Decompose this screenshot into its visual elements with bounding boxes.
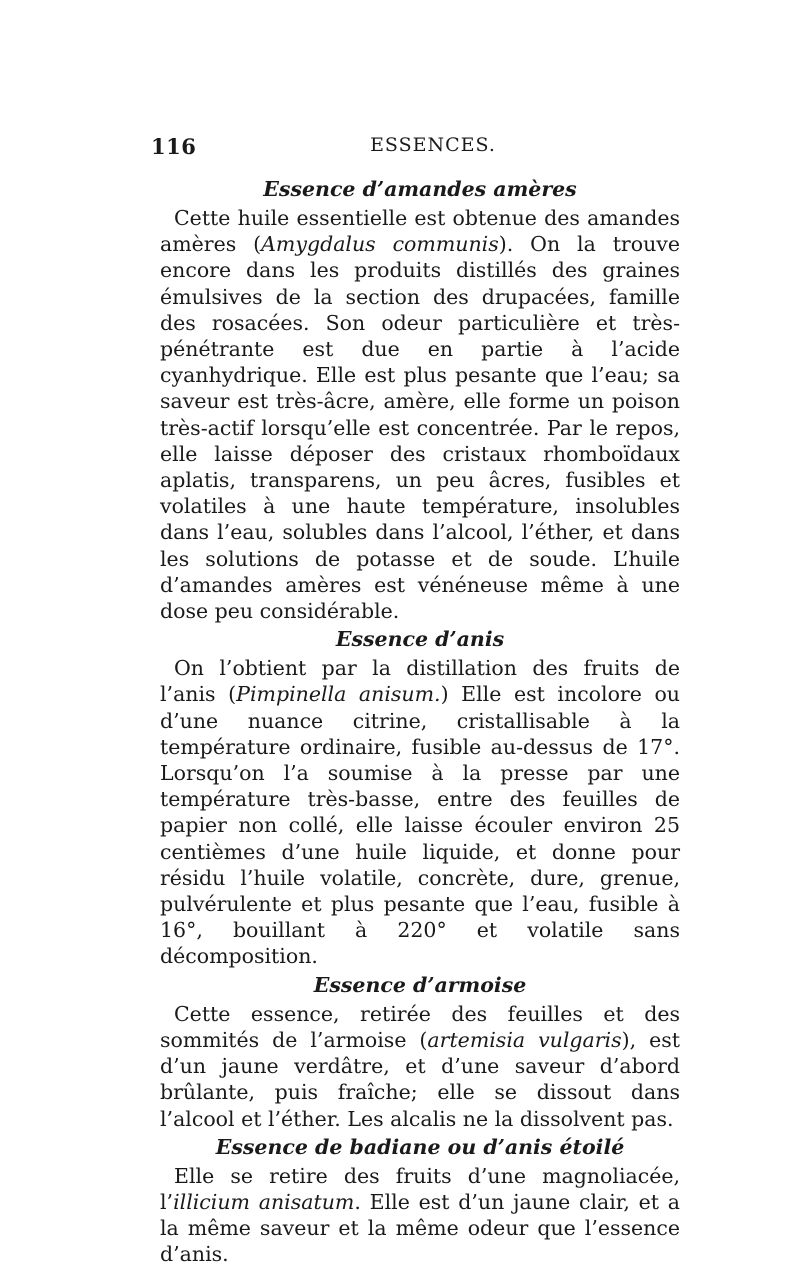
section-title: Essence d’anis — [335, 627, 505, 652]
section-badiane — [160, 1134, 680, 1268]
running-head — [143, 134, 683, 164]
text-run: Cette essence, retirée des feuilles et des sommités de l’armoise ( — [160, 1001, 680, 1052]
text-run: ), est d’un jaune verdâtre, et d’une saveur d’abord brûlante, puis fraîche; elle se dissout dans l’alcool et l’éther. Les alcalis ne la dissolvent pas. — [160, 1027, 681, 1131]
section-paragraph — [160, 1163, 680, 1268]
section-armoise — [160, 972, 680, 1132]
text-run: Elle se retire des fruits d’une magnoliacée, l’ — [160, 1163, 680, 1214]
species-name: illicium anisatum — [173, 1189, 355, 1214]
text-run: ). On la trouve encore dans les produits distillés des graines émulsives de la section des drupacées, famille des rosacées. Son odeur particulière et très-pénétrante est due en partie à l’acide cyanhydrique. Elle est plus pesante que l’eau; sa saveur est très-âcre, amère, elle forme un poison très-actif lorsqu’elle est concentrée. Par le repos, elle laisse déposer des cristaux rhomboïdaux aplatis, transparens, un peu âcres, fusibles et volatiles à une haute température, insolubles dans l’eau, solubles dans l’alcool, l’éther, et dans les solutions de potasse et de soude. L’huile d’amandes amères est vénéneuse même à une dose peu considérable. — [160, 232, 680, 624]
section-paragraph — [160, 205, 680, 624]
section-paragraph — [160, 655, 680, 969]
page-number: 116 — [151, 134, 197, 159]
species-name: Pimpinella anisum. — [236, 682, 441, 707]
section-title: Essence d’amandes amères — [263, 177, 577, 201]
section-title: Essence d’armoise — [313, 972, 527, 997]
section-title: Essence de badiane ou d’anis étoilé — [215, 1134, 625, 1159]
section-amandes — [160, 176, 680, 624]
text-run: . Elle est d’un jaune clair, et a la même saveur et la même odeur que l’essence d’anis. — [160, 1189, 680, 1267]
text-run: On l’obtient par la distillation des fruits de l’anis ( — [160, 656, 680, 707]
species-name: Amygdalus communis — [261, 232, 499, 257]
text-run: Cette huile essentielle est obtenue des amandes amères ( — [160, 206, 680, 257]
section-paragraph — [160, 1001, 680, 1132]
text-run: ) Elle est incolore ou d’une nuance citrine, cristallisable à la température ordinaire, fusible au-dessus de 17°. Lorsqu’on l’a soumise à la presse par une température très-basse, entre des feuilles de papier non collé, elle laisse écouler environ 25 centièmes d’une huile liquide, et donne pour résidu l’huile volatile, concrète, dure, grenue, pulvérulente et plus pesante que l’eau, fusible à 16°, bouillant à 220° et volatile sans décomposition. — [160, 682, 680, 969]
running-title: ESSENCES. — [370, 134, 496, 156]
section-anis — [160, 626, 680, 969]
species-name: artemisia vulgaris — [427, 1027, 622, 1052]
page-body — [160, 176, 680, 1270]
